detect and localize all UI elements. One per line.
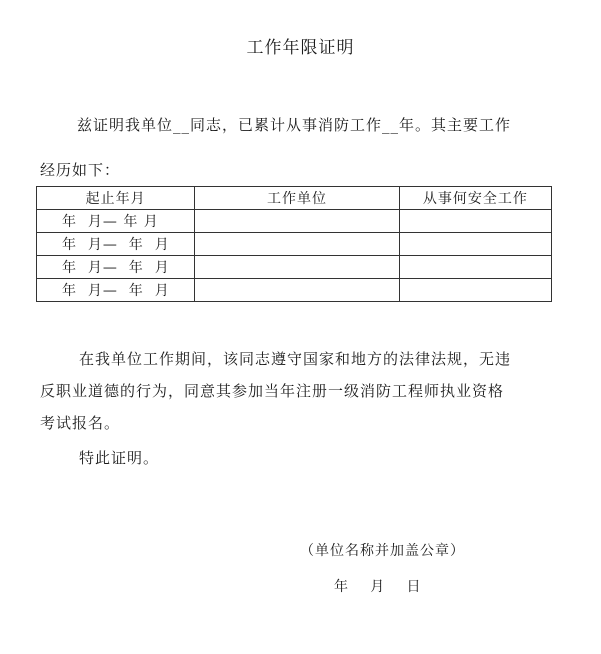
body-line-1: 在我单位工作期间，该同志遵守国家和地方的法律法规，无违 xyxy=(79,350,512,368)
intro-line-2: 经历如下： xyxy=(40,161,121,179)
period-cell: 年 月— 年 月 xyxy=(37,279,195,302)
document-title: 工作年限证明 xyxy=(246,38,355,58)
stamp-instruction: （单位名称并加盖公章） xyxy=(300,543,465,559)
date-line: 年 月 日 xyxy=(334,579,421,595)
closing-statement: 特此证明。 xyxy=(79,449,160,467)
body-line-3: 考试报名。 xyxy=(40,414,121,432)
work-history-table xyxy=(36,186,552,302)
period-cell: 年 月— 年 月 xyxy=(37,210,195,233)
period-cell: 年 月— 年 月 xyxy=(37,233,195,256)
work-unit-cell xyxy=(195,233,399,256)
table-row xyxy=(37,279,552,302)
table-row xyxy=(37,210,552,233)
safety-work-cell xyxy=(399,210,551,233)
table-header-row xyxy=(37,187,552,210)
safety-work-cell xyxy=(399,256,551,279)
header-work-unit: 工作单位 xyxy=(195,187,399,210)
header-safety-work: 从事何安全工作 xyxy=(399,187,551,210)
safety-work-cell xyxy=(399,279,551,302)
work-unit-cell xyxy=(195,279,399,302)
safety-work-cell xyxy=(399,233,551,256)
period-cell: 年 月— 年 月 xyxy=(37,256,195,279)
header-period: 起止年月 xyxy=(37,187,195,210)
body-line-2: 反职业道德的行为，同意其参加当年注册一级消防工程师执业资格 xyxy=(40,382,505,400)
table-row xyxy=(37,233,552,256)
table-row xyxy=(37,256,552,279)
work-unit-cell xyxy=(195,256,399,279)
intro-line-1: 兹证明我单位__同志，已累计从事消防工作__年。其主要工作 xyxy=(77,116,512,134)
work-unit-cell xyxy=(195,210,399,233)
